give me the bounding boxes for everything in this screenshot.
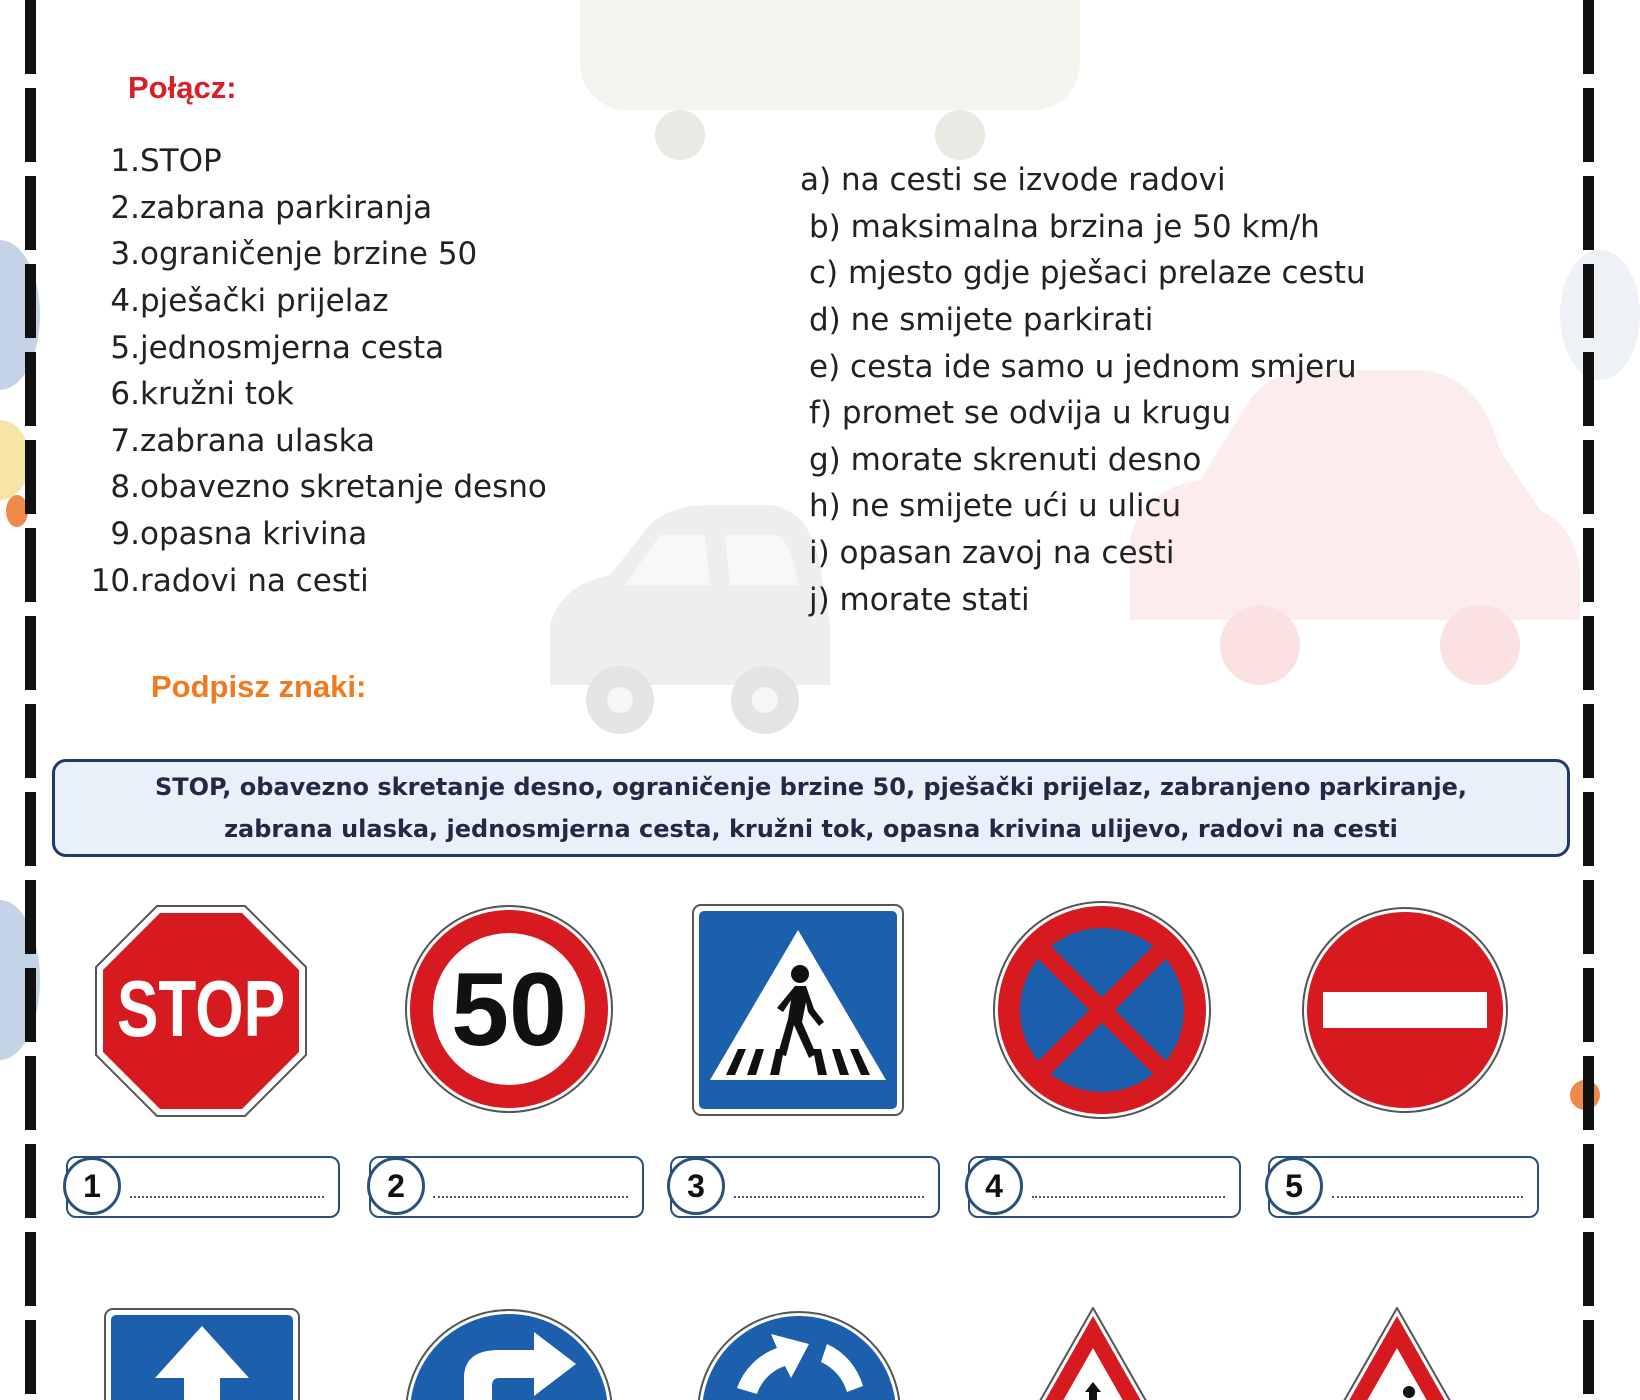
sign-name-text: zabrana ulaska [140, 422, 375, 459]
item-number: 4. [110, 283, 140, 320]
speed-limit-sign-icon [404, 902, 614, 1116]
word-bank-line: zabrana ulaska, jednosmjerna cesta, kružni tok, opasna krivina ulijevo, radovi na cesti [224, 815, 1398, 843]
speed-limit-text: 50 [451, 952, 567, 1068]
item-number: 2. [110, 189, 140, 226]
item-number: 8. [110, 469, 140, 506]
sign-name-item [88, 464, 547, 511]
answer-dotted-line [1032, 1196, 1225, 1198]
sign-name-text: radovi na cesti [140, 562, 369, 599]
meaning-item: b) maksimalna brzina je 50 km/h [809, 208, 1320, 245]
answer-dotted-line [734, 1196, 924, 1198]
answer-dotted-line [130, 1196, 324, 1198]
answer-number-badge: 1 [63, 1157, 121, 1215]
sign-name-text: STOP [140, 143, 222, 180]
sign-names-list [88, 138, 547, 604]
item-number: 3. [110, 236, 140, 273]
dangerous-curve-sign-icon [993, 1306, 1193, 1400]
sign-name-item [88, 185, 547, 232]
item-number: 7. [110, 422, 140, 459]
item-number: 5. [110, 329, 140, 366]
meaning-item: g) morate skrenuti desno [809, 441, 1202, 478]
sign-name-item [88, 511, 547, 558]
meaning-item: e) cesta ide samo u jednom smjeru [809, 348, 1357, 385]
answer-dotted-line [1332, 1196, 1523, 1198]
left-dashed-border [25, 0, 36, 1400]
answer-number-badge: 2 [367, 1157, 425, 1215]
word-bank-box [52, 759, 1570, 857]
sign-name-text: zabrana parkiranja [140, 189, 433, 226]
item-number: 10. [90, 562, 140, 599]
meaning-item: c) mjesto gdje pješaci prelaze cestu [809, 255, 1366, 292]
answer-number-badge: 3 [667, 1157, 725, 1215]
stop-sign-icon [94, 904, 308, 1118]
sign-name-item [88, 418, 547, 465]
right-dashed-border [1583, 0, 1594, 1400]
connect-heading: Połącz: [128, 70, 237, 105]
meaning-item: f) promet se odvija u krugu [809, 395, 1232, 432]
no-parking-sign-icon [992, 900, 1212, 1120]
roadworks-sign-icon [1297, 1306, 1497, 1400]
one-way-road-sign-icon [104, 1308, 300, 1400]
meaning-item: d) ne smijete parkirati [809, 302, 1154, 339]
sign-name-text: pješački prijelaz [140, 283, 389, 320]
stop-sign-text: STOP [117, 964, 285, 1053]
sign-name-item [88, 371, 547, 418]
bg-car-illustration [520, 0, 1120, 160]
answer-number-badge: 4 [965, 1157, 1023, 1215]
meaning-item: h) ne smijete ući u ulicu [809, 488, 1182, 525]
item-number: 1. [110, 143, 140, 180]
sign-name-item [88, 278, 547, 325]
item-number: 9. [110, 516, 140, 553]
sign-name-text: kružni tok [140, 376, 294, 413]
sign-name-item [88, 231, 547, 278]
sign-name-text: jednosmjerna cesta [140, 329, 445, 366]
answer-number-badge: 5 [1265, 1157, 1323, 1215]
meaning-item: a) na cesti se izvode radovi [800, 162, 1226, 199]
meaning-item: i) opasan zavoj na cesti [809, 535, 1175, 572]
sign-name-item [88, 557, 547, 604]
answer-dotted-line [433, 1196, 628, 1198]
meaning-item: j) morate stati [809, 581, 1030, 618]
pedestrian-crossing-sign-icon [692, 904, 904, 1116]
turn-right-sign-icon [404, 1308, 614, 1400]
item-number: 6. [110, 376, 140, 413]
sign-name-text: opasna krivina [140, 516, 368, 553]
no-entry-sign-icon [1302, 904, 1508, 1116]
sign-name-text: obavezno skretanje desno [140, 469, 547, 506]
label-signs-heading: Podpisz znaki: [151, 669, 367, 704]
sign-name-item [88, 138, 547, 185]
roundabout-sign-icon [697, 1308, 901, 1400]
word-bank-line: STOP, obavezno skretanje desno, ograničenje brzine 50, pješački prijelaz, zabranjeno parkiranje, [155, 773, 1467, 801]
meanings-list [800, 157, 1366, 623]
sign-name-item [88, 324, 547, 371]
sign-name-text: ograničenje brzine 50 [140, 236, 478, 273]
